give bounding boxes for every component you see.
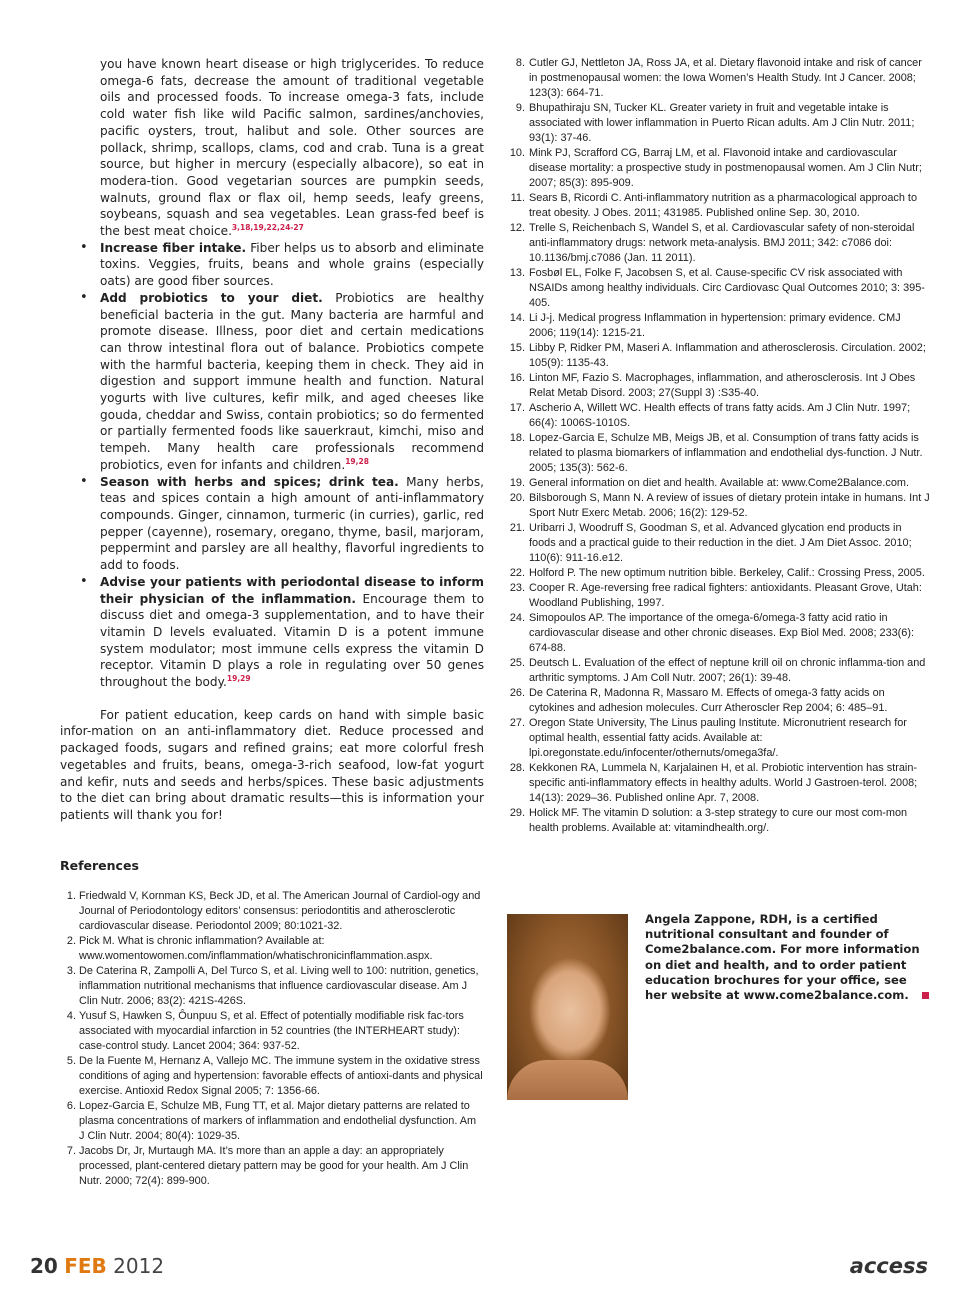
reference-text: Li J-j. Medical progress Inflammation in hypertension: primary evidence. CMJ 2006; 119(14): 1215-21.: [529, 312, 901, 339]
reference-number: 24.: [509, 612, 525, 624]
reference-item: [60, 1009, 484, 1054]
reference-item: [504, 401, 930, 431]
reference-item: [504, 56, 930, 101]
reference-text: Trelle S, Reichenbach S, Wandel S, et al. Cardiovascular safety of non-steroidal anti-inflammatory drugs: network meta-analysis. BMJ 2011; 342: c7086 doi: 10.1136/bmj.c7086 (Jan. 11 2011).: [529, 222, 915, 264]
reference-list-right: [504, 56, 930, 836]
reference-number: 2.: [66, 934, 76, 947]
bullet-probiotics: [60, 290, 484, 474]
reference-number: 19.: [509, 477, 525, 489]
reference-number: 6.: [66, 1099, 76, 1112]
reference-number: 18.: [509, 432, 525, 444]
reference-number: 20.: [509, 492, 525, 504]
reference-number: 25.: [509, 657, 525, 669]
end-of-article-mark: [922, 992, 929, 999]
reference-item: [504, 581, 930, 611]
page-number: 20: [30, 1254, 58, 1278]
reference-item: [504, 221, 930, 266]
reference-number: 26.: [509, 687, 525, 699]
reference-item: [504, 266, 930, 311]
reference-text: Friedwald V, Kornman KS, Beck JD, et al. The American Journal of Cardiol-ogy and Journal of Periodontology editors’ consensus: periodontitis and atherosclerotic cardiovascular disease. Periodontol 2009; 80:1021-32.: [79, 889, 481, 932]
reference-text: Lopez-Garcia E, Schulze MB, Fung TT, et al. Major dietary patterns are related to plasma concentrations of markers of inflammation and endothelial dysfunction. Am J Clin Nutr. 2004; 80(4): 1029-35.: [79, 1099, 477, 1142]
reference-text: Libby P, Ridker PM, Maseri A. Inflammation and atherosclerosis. Circulation. 2002; 105(9): 1135-43.: [529, 342, 926, 369]
reference-item: [504, 611, 930, 656]
bullet-text: Encourage them to discuss diet and omega-3 supplementation, and to have their vitamin D levels evaluated. Vitamin D is a potent immune system modulator; most immune cells express the vitamin D receptor. Vitamin D plays a role in regulating over 50 genes throughout the body.: [100, 591, 484, 690]
reference-text: Uribarri J, Woodruff S, Goodman S, et al. Advanced glycation end products in foods and a practical guide to their reduction in the diet. J Am Diet Assoc. 2010; 110(6): 911-16.e12.: [529, 522, 912, 564]
reference-item: [504, 311, 930, 341]
reference-list-left: [60, 889, 484, 1189]
reference-text: De Caterina R, Madonna R, Massaro M. Effects of omega-3 fatty acids on cytokines and adhesion molecules. Curr Atheroscler Rep 2004; 6: 485–91.: [529, 687, 888, 714]
reference-text: Kekkonen RA, Lummela N, Karjalainen H, et al. Probiotic intervention has strain-specific anti-inflammatory effects in healthy adults. World J Gastroen-terol. 2008; 14(13): 2029–36. Published online Apr. 7, 2008.: [529, 762, 918, 804]
bullet-text: Probiotics are healthy beneficial bacteria in the gut. Many bacteria are harmful and promote disease. Illness, poor diet and certain medications can throw intestinal flora out of balance. Probiotics compete with the harmful bacteria, keeping them in check. They aid in digestion and support immune health and function. Natural yogurts with live cultures, kefir milk, and aged cheeses like gouda, cheddar and Swiss, contain probiotics; so do fermented or partially fermented foods like sauerkraut, kimchi, miso and tempeh. Many health care professionals recommend probiotics, even for infants and children.: [100, 290, 484, 472]
reference-text: De la Fuente M, Hernanz A, Vallejo MC. The immune system in the oxidative stress conditions of aging and hypertension: favorable effects of antioxi-dants and physical exercise. Antioxid Redox Signal 2005; 7: 1356-66.: [79, 1054, 483, 1097]
reference-item: [504, 341, 930, 371]
reference-number: 1.: [66, 889, 76, 902]
reference-text: Jacobs Dr, Jr, Murtaugh MA. It’s more than an apple a day: an appropriately processed, plant-centered dietary pattern may be good for your health. Am J Clin Nutr. 2000; 72(4): 899-900.: [79, 1144, 469, 1187]
reference-item: [504, 686, 930, 716]
reference-text: Fosbøl EL, Folke F, Jacobsen S, et al. Cause-specific CV risk associated with NSAIDs among healthy individuals. Circ Cardiovasc Qual Outcomes 2010; 3: 395-405.: [529, 267, 925, 309]
reference-item: [504, 716, 930, 761]
reference-text: Cutler GJ, Nettleton JA, Ross JA, et al. Dietary flavonoid intake and risk of cancer in postmenopausal women: the Iowa Women’s Health Study. Int J Cancer. 2008; 123(3): 664-71.: [529, 57, 922, 99]
bullet-title: Increase fiber intake.: [100, 240, 247, 255]
reference-number: 12.: [509, 222, 525, 234]
intro-paragraph: [60, 56, 484, 240]
reference-text: Pick M. What is chronic inflammation? Available at: www.womentowomen.com/inflammation/whatischronicinflammation.aspx.: [79, 934, 433, 962]
reference-text: Bilsborough S, Mann N. A review of issues of dietary protein intake in humans. Int J Sport Nutr Exerc Metab. 2006; 16(2): 129-52.: [529, 492, 930, 519]
right-column: [504, 56, 930, 836]
reference-number: 29.: [509, 807, 525, 819]
reference-item: [504, 371, 930, 401]
reference-text: Ascherio A, Willett WC. Health effects of trans fatty acids. Am J Clin Nutr. 1997; 66(4): 1006S-1010S.: [529, 402, 911, 429]
reference-number: 22.: [509, 567, 525, 579]
author-photo: [507, 914, 628, 1100]
reference-item: [60, 889, 484, 934]
reference-number: 3.: [66, 964, 76, 977]
author-bio: Angela Zappone, RDH, is a certified nutritional consultant and founder of Come2balance.com. For more information on diet and health, and to order patient education brochures for your office, see her website at www.come2balance.com.: [645, 912, 920, 1003]
reference-number: 5.: [66, 1054, 76, 1067]
reference-number: 13.: [509, 267, 525, 279]
left-column: [60, 56, 484, 1189]
reference-number: 23.: [509, 582, 525, 594]
reference-number: 17.: [509, 402, 525, 414]
reference-text: Sears B, Ricordi C. Anti-inflammatory nutrition as a pharmacological approach to treat obesity. J Obes. 2011; 431985. Published online Sep. 30, 2010.: [529, 192, 918, 219]
references-heading: References: [60, 857, 139, 873]
footer-folio: [30, 1254, 164, 1278]
reference-number: 11.: [510, 192, 525, 204]
reference-item: [504, 146, 930, 191]
reference-number: 10.: [509, 147, 525, 159]
bullet-periodontal: [60, 574, 484, 691]
citation: 19,28: [345, 456, 369, 466]
bullet-title: Advise your patients with periodontal disease to inform their physician of the inflammation.: [100, 574, 484, 606]
reference-item: [504, 101, 930, 146]
citation: 3,18,19,22,24-27: [231, 223, 304, 232]
reference-item: [60, 1099, 484, 1144]
recommendation-list: [60, 240, 484, 691]
reference-text: Holick MF. The vitamin D solution: a 3-step strategy to cure our most com-mon health problems. Available at: vitamindhealth.org/.: [529, 807, 908, 834]
reference-number: 21.: [509, 522, 525, 534]
reference-number: 7.: [66, 1144, 76, 1157]
reference-text: Deutsch L. Evaluation of the effect of neptune krill oil on chronic inflamma-tion and arthritic symptoms. J Am Coll Nutr. 2007; 26(1): 39-48.: [529, 657, 926, 684]
reference-text: Bhupathiraju SN, Tucker KL. Greater variety in fruit and vegetable intake is associated with lower inflammation in Puerto Rican adults. Am J Clin Nutr. 2011; 93(1): 37-46.: [529, 102, 915, 144]
reference-item: [504, 521, 930, 566]
reference-number: 27.: [509, 717, 525, 729]
reference-text: Cooper R. Age-reversing free radical fighters: antioxidants. Pleasant Grove, Utah: Woodland Publishing, 1997.: [529, 582, 922, 609]
reference-number: 15.: [509, 342, 525, 354]
bullet-text: Fiber helps us to absorb and eliminate toxins. Veggies, fruits, beans and whole grains (especially oats) are good fiber sources.: [100, 240, 484, 289]
reference-number: 4.: [66, 1009, 76, 1022]
citation: 19,29: [226, 673, 251, 683]
bullet-text: Many herbs, teas and spices contain a high amount of anti-inflammatory compounds. Ginger, cinnamon, turmeric (in curries), garlic, red pepper (cayenne), rosemary, oregano, thyme, basil, marjoram, peppermint and parsley are all healthy, flavorful ingredients to add to foods.: [100, 474, 484, 573]
reference-item: [504, 656, 930, 686]
reference-item: [504, 761, 930, 806]
bullet-title: Add probiotics to your diet.: [100, 290, 323, 305]
reference-text: Linton MF, Fazio S. Macrophages, inflammation, and atherosclerosis. Int J Obes Relat Metab Disord. 2003; 27(Suppl 3) :S35-40.: [529, 372, 916, 399]
issue-year: 2012: [113, 1254, 165, 1278]
reference-number: 16.: [509, 372, 525, 384]
reference-item: [60, 1144, 484, 1189]
reference-text: Lopez-Garcia E, Schulze MB, Meigs JB, et al. Consumption of trans fatty acids is related to plasma biomarkers of inflammation and endothelial dys-function. J Nutr. 2005; 135(3): 562-6.: [529, 432, 923, 474]
reference-item: [60, 1054, 484, 1099]
reference-text: Holford P. The new optimum nutrition bible. Berkeley, Calif.: Crossing Press, 2005.: [529, 567, 925, 579]
reference-number: 28.: [509, 762, 525, 774]
reference-item: [504, 566, 930, 581]
reference-text: Yusuf S, Hawken S, Ôunpuu S, et al. Effect of potentially modifiable risk fac-tors associated with myocardial infarction in 52 countries (the INTERHEART study): case-control study. Lancet 2004; 364: 937-52.: [79, 1009, 464, 1052]
reference-text: Oregon State University, The Linus pauling Institute. Micronutrient research for optimal health, essential fatty acids. Available at: lpi.oregonstate.edu/infocenter/othernuts/omega3fa/.: [529, 717, 907, 759]
reference-item: [60, 964, 484, 1009]
reference-text: Simopoulos AP. The importance of the omega-6/omega-3 fatty acid ratio in cardiovascular disease and other chronic diseases. Exp Biol Med. 2008; 233(6): 674-88.: [529, 612, 915, 654]
magazine-name: access: [849, 1254, 928, 1278]
reference-text: De Caterina R, Zampolli A, Del Turco S, et al. Living well to 100: nutrition, genetics, inflammation nutritional mechanisms that influence cardiovascular disease. Am J Clin Nutr. 2006; 83(2): 421S-426S.: [79, 964, 479, 1007]
reference-item: [504, 806, 930, 836]
bullet-fiber: [60, 240, 484, 290]
reference-number: 14.: [509, 312, 525, 324]
reference-item: [504, 191, 930, 221]
reference-item: [504, 431, 930, 476]
intro-text: you have known heart disease or high triglycerides. To reduce omega-6 fats, decrease the amount of traditional vegetable oils and processed foods. To increase omega-3 fats, include cold water fish like wild Pacific salmon, sardines/anchovies, pacific oysters, trout, halibut and sole. Other sources are pollack, shrimp, scallops, clams, cod and crab. Tuna is a great source, but higher in mercury (especially albacore), so eat in modera-tion. Good vegetarian sources are pumpkin seeds, walnuts, ground flax or flax oil, hemp seeds, leafy greens, soybeans, squash and sea vegetables. Lean grass-fed beef is the best meat choice.: [100, 57, 484, 239]
bullet-herbs: [60, 474, 484, 574]
closing-paragraph: For patient education, keep cards on hand with simple basic infor-mation on an anti-inflammatory diet. Reduce processed and packaged foods, sugars and refined grains; eat more colorful fresh vegetables and fruits, beans, omega-3-rich seafood, low-fat yogurt and kefir, nuts and seeds and herbs/spices. These basic adjustments to the diet can bring about dramatic results—this is information your patients will thank you for!: [60, 707, 484, 822]
reference-item: [504, 491, 930, 521]
reference-item: [60, 934, 484, 964]
bullet-title: Season with herbs and spices; drink tea.: [100, 474, 399, 489]
reference-text: General information on diet and health. Available at: www.Come2Balance.com.: [529, 477, 909, 489]
issue-month: FEB: [64, 1254, 107, 1278]
reference-number: 8.: [515, 57, 525, 69]
reference-number: 9.: [515, 102, 525, 114]
reference-item: [504, 476, 930, 491]
reference-text: Mink PJ, Scrafford CG, Barraj LM, et al. Flavonoid intake and cardiovascular disease mortality: a prospective study in postmenopausal women. Am J Clin Nutr; 2007; 85(3): 895-909.: [529, 147, 922, 189]
